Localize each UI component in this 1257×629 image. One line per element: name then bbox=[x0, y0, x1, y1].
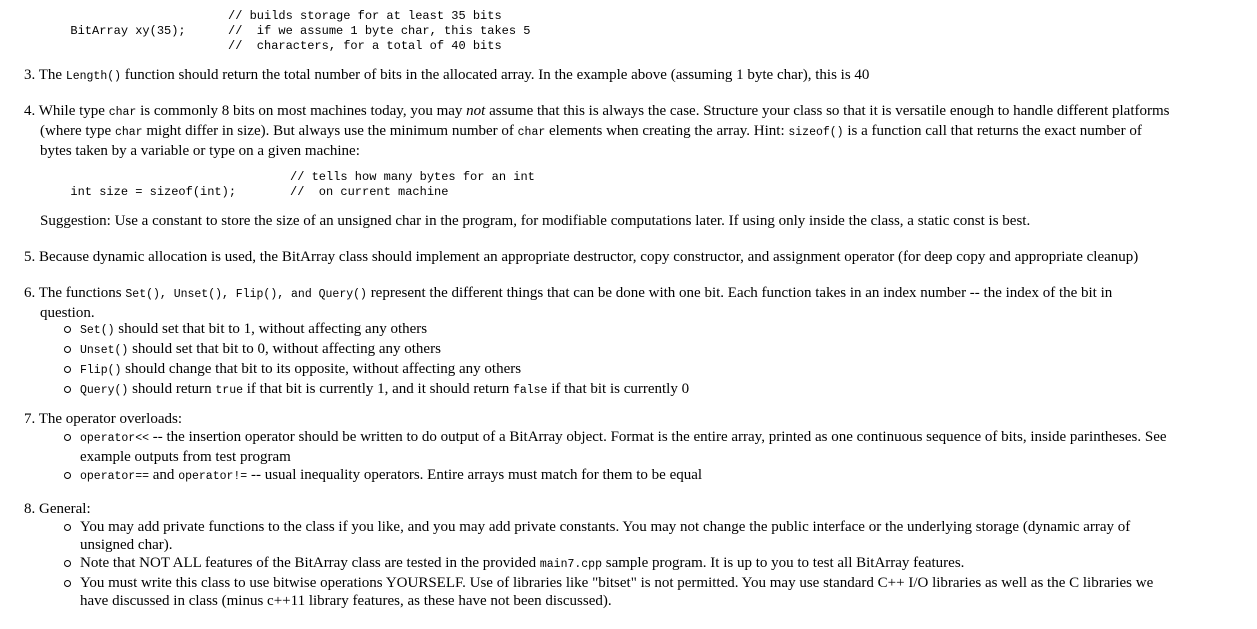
text: might differ in size). But always use the minimum number of bbox=[146, 123, 514, 139]
inline-code: Length() bbox=[65, 70, 122, 83]
text: should set that bit to 1, without affecting any others bbox=[118, 321, 428, 337]
item-4 bbox=[24, 102, 1252, 160]
item-number: 7. bbox=[24, 411, 36, 427]
text: is commonly 8 bits on most machines today, you may bbox=[140, 103, 463, 119]
list-item bbox=[24, 466, 1167, 486]
inline-code: char bbox=[114, 126, 143, 139]
list-item bbox=[24, 340, 689, 360]
text: question. bbox=[40, 305, 95, 321]
text: have discussed in class (minus c++11 library features, as these have not been discussed). bbox=[80, 593, 612, 609]
code-block-bitarray bbox=[56, 9, 186, 39]
item-number: 4. bbox=[24, 103, 36, 119]
item-number: 5. bbox=[24, 249, 36, 265]
text: -- the insertion operator should be written to do output of a BitArray object. Format is the entire array, printed as one continuous sequence of bits, inside parintheses. See bbox=[152, 429, 1167, 445]
inline-code: Flip() bbox=[80, 364, 122, 377]
emphasis: not bbox=[466, 103, 486, 119]
text: You may add private functions to the class if you like, and you may add private constants. You may not change the public interface or the underlying storage (dynamic array of bbox=[80, 519, 1131, 535]
list-item-continuation bbox=[24, 448, 1167, 466]
inline-code: char bbox=[108, 106, 137, 119]
code-comment: // characters, for a total of 40 bits bbox=[228, 39, 502, 53]
text: bytes taken by a variable or type on a given machine: bbox=[40, 143, 360, 159]
list-item bbox=[24, 554, 1153, 574]
code-comment: // builds storage for at least 35 bits bbox=[228, 9, 502, 23]
list-item bbox=[24, 360, 689, 380]
list-item bbox=[24, 320, 689, 340]
item-8 bbox=[24, 500, 1252, 518]
item-7-bullets bbox=[24, 428, 1167, 486]
text: -- usual inequality operators. Entire arrays must match for them to be equal bbox=[250, 467, 703, 483]
text: should change that bit to its opposite, without affecting any others bbox=[125, 361, 522, 377]
item-6-bullets bbox=[24, 320, 689, 400]
suggestion-text: Suggestion: Use a constant to store the size of an unsigned char in the program, for modifiable computations later. If using only inside the class, a static const is best. bbox=[40, 213, 1031, 229]
item-6 bbox=[24, 284, 1252, 322]
code-comment: // tells how many bytes for an int bbox=[290, 170, 535, 184]
inline-code: sizeof() bbox=[788, 126, 844, 139]
text: should return bbox=[132, 381, 212, 397]
text: You must write this class to use bitwise operations YOURSELF. Use of libraries like "bitset" is not permitted. You may use standard C++ I/O libraries as well as the C libraries we bbox=[80, 575, 1154, 591]
text: The operator overloads: bbox=[38, 411, 183, 427]
item-3 bbox=[24, 66, 1252, 86]
item-number: 6. bbox=[24, 285, 36, 301]
list-item bbox=[24, 380, 689, 400]
item-8-bullets bbox=[24, 518, 1153, 610]
text: is a function call that returns the exact number of bbox=[847, 123, 1142, 139]
inline-code: char bbox=[517, 126, 546, 139]
text: General: bbox=[39, 501, 91, 517]
list-item bbox=[24, 428, 1167, 448]
text: Because dynamic allocation is used, the BitArray class should implement an appropriate destructor, copy constructor, and assignment operator (for deep copy and appropriate cleanup) bbox=[39, 249, 1139, 265]
text: sample program. It is up to you to test all BitArray features. bbox=[605, 555, 965, 571]
code-comments bbox=[290, 170, 535, 200]
item-number: 8. bbox=[24, 501, 36, 517]
text: Note that NOT ALL features of the BitArray class are tested in the provided bbox=[80, 555, 537, 571]
inline-code: Unset() bbox=[80, 344, 129, 357]
inline-code: main7.cpp bbox=[539, 558, 602, 571]
list-item-continuation bbox=[24, 536, 1153, 554]
text: (where type bbox=[40, 123, 112, 139]
inline-code: operator!= bbox=[178, 470, 248, 483]
text: function should return the total number of bits in the allocated array. In the example above (assuming 1 byte char), this is 40 bbox=[124, 67, 870, 83]
list-item-continuation bbox=[24, 592, 1153, 610]
text: elements when creating the array. Hint: bbox=[549, 123, 785, 139]
code-statement: BitArray xy(35); bbox=[70, 24, 186, 38]
inline-code: false bbox=[512, 384, 548, 397]
inline-code: true bbox=[215, 384, 243, 397]
text: assume that this is always the case. Structure your class so that it is versatile enough to handle different platforms bbox=[489, 103, 1170, 119]
code-comments bbox=[228, 9, 530, 54]
code-block-sizeof bbox=[56, 170, 236, 200]
inline-code: Set(), Unset(), Flip(), and Query() bbox=[125, 288, 367, 301]
text: unsigned char). bbox=[80, 537, 173, 553]
text: The functions bbox=[38, 285, 122, 301]
inline-code: operator<< bbox=[80, 432, 150, 445]
item-7 bbox=[24, 410, 1252, 428]
text: if that bit is currently 0 bbox=[551, 381, 690, 397]
item-number: 3. bbox=[24, 67, 36, 83]
text: and bbox=[152, 467, 175, 483]
inline-code: Set() bbox=[80, 324, 115, 337]
list-item bbox=[24, 518, 1153, 536]
list-item bbox=[24, 574, 1153, 592]
inline-code: Query() bbox=[80, 384, 129, 397]
text: example outputs from test program bbox=[80, 449, 291, 465]
code-comment: // on current machine bbox=[290, 185, 449, 199]
text: The bbox=[38, 67, 63, 83]
text: While type bbox=[38, 103, 105, 119]
item-5 bbox=[24, 248, 1252, 266]
code-statement: int size = sizeof(int); bbox=[70, 185, 237, 199]
text: represent the different things that can be done with one bit. Each function takes in an index number -- the index of the bit in bbox=[370, 285, 1113, 301]
code-comment: // if we assume 1 byte char, this takes 5 bbox=[228, 24, 531, 38]
text: if that bit is currently 1, and it should return bbox=[246, 381, 510, 397]
text: should set that bit to 0, without affecting any others bbox=[132, 341, 441, 357]
inline-code: operator== bbox=[80, 470, 150, 483]
